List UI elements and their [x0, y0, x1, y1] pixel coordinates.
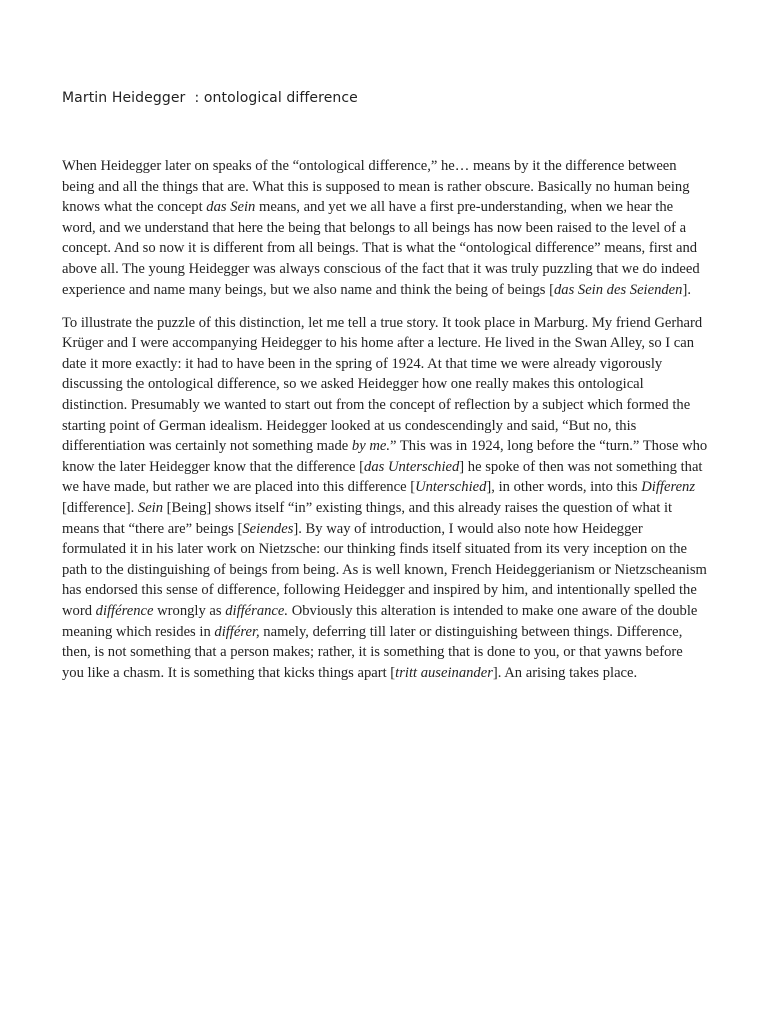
italic-text-run: Sein [137, 500, 164, 516]
italic-text-run: tritt auseinander [395, 664, 493, 681]
text-run: ]. By way of introduction, I would also note how Heidegger formulated it in his later work on Nietzsche: our thinking finds itself situated from its very inception on the path to the distinguishing of beings from being. As is well known, French Heideggerianism or Nietzscheanism has endorsed this sense of difference, following Heidegger and inspired by him, and intentionally spelled the word [62, 520, 707, 619]
paragraph-2 [62, 313, 708, 684]
italic-text-run: Unterschied [415, 479, 487, 496]
italic-text-run: différer, [214, 623, 260, 640]
text-run: When Heidegger later on speaks of the “ontological difference,” he… means by it the difference between being and all the things that are. What this is supposed to mean is rather obscure. Basically no human being knows what the concept [62, 158, 690, 216]
text-run: ] he spoke of then was not something that we have made, but rather we are placed into this difference [ [62, 458, 703, 496]
italic-text-run: Seiendes [242, 520, 294, 537]
text-run: wrongly as [153, 602, 226, 619]
text-run: namely, deferring till later or distinguishing between things. Difference, then, is not something that a person makes; rather, it is something that is done to you, or that yawns before you like a chasm. It is something that kicks things apart [ [62, 623, 683, 681]
text-run: [difference]. [62, 500, 138, 516]
italic-text-run: das Sein [206, 199, 256, 216]
italic-text-run: das Sein des Seienden [553, 281, 683, 298]
text-run: ], in other words, into this [486, 479, 642, 496]
paragraph-1 [62, 156, 708, 300]
text-run: means, and yet we all have a first pre-understanding, when we hear the word, and we understand that here the being that belongs to all beings has now been raised to the level of a concept. And so now it is different from all beings. That is what the “ontological difference” means, first and above all. The young Heidegger was always conscious of the fact that it was truly puzzling that we do indeed experience and name many beings, but we also name and think the being of beings [ [62, 199, 700, 298]
italic-text-run: différance. [225, 602, 289, 619]
italic-text-run: das Unterschied [364, 458, 460, 475]
document-body [62, 156, 708, 696]
text-run: ]. [682, 281, 691, 298]
text-run: ” This was in 1924, long before the “turn.” Those who know the later Heidegger know that the difference [ [62, 438, 708, 475]
italic-text-run: Differenz [641, 479, 696, 496]
text-run: ]. An arising takes place. [492, 664, 638, 681]
text-run: [Being] shows itself “in” existing things, and this already raises the question of what it means that “there are” beings [ [62, 500, 673, 537]
italic-text-run: by me. [351, 438, 390, 455]
italic-text-run: différence [95, 602, 154, 619]
text-run: Obviously this alteration is intended to make one aware of the double meaning which resides in [62, 602, 698, 640]
document-title: Martin Heidegger : ontological difference [62, 90, 358, 106]
text-run: To illustrate the puzzle of this distinction, let me tell a true story. It took place in Marburg. My friend Gerhard Krüger and I were accompanying Heidegger to his home after a lecture. He lived in the Swan Alley, so I can date it more exactly: it had to have been in the spring of 1924. At that time we were already vigorously discussing the ontological difference, so we asked Heidegger how one really makes this ontological distinction. Presumably we wanted to start out from the concept of reflection by a subject which formed the starting point of German idealism. Heidegger looked at us condescendingly and said, “But no, this differentiation was certainly not something made [62, 314, 703, 455]
